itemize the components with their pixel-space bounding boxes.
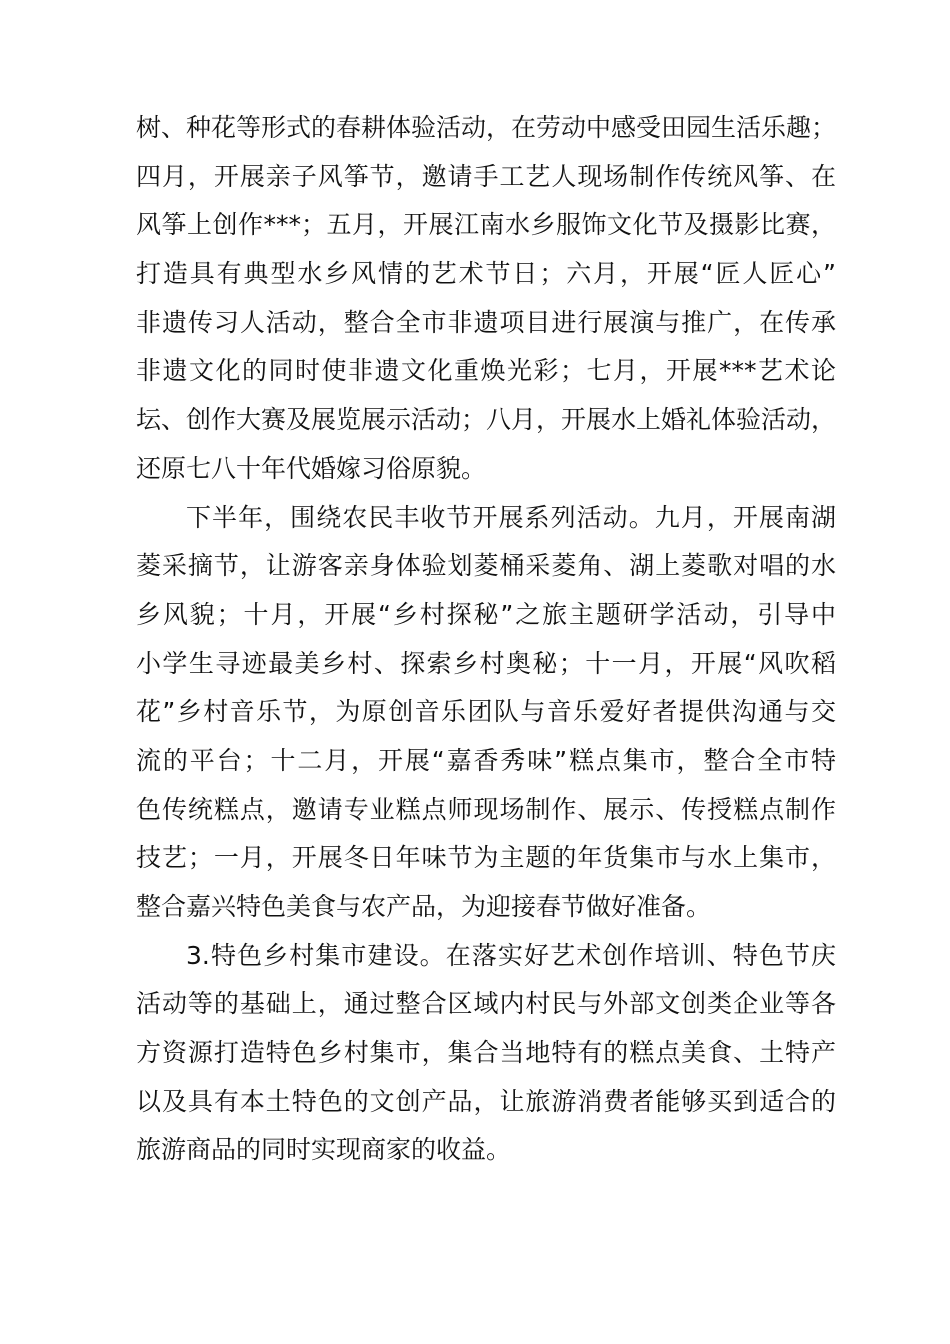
text-line: 乡风貌；十月，开展“乡村探秘”之旅主题研学活动，引导中 [136, 599, 836, 629]
text-line: 树、种花等形式的春耕体验活动，在劳动中感受田园生活乐趣； [136, 113, 837, 142]
text-line: 小学生寻迹最美乡村、探索乡村奥秘；十一月，开展“风吹稻 [136, 648, 836, 678]
text-line: 旅游商品的同时实现商家的收益。 [136, 1135, 512, 1165]
text-line: 非遗文化的同时使非遗文化重焕光彩；七月，开展***艺术论 [136, 356, 836, 386]
body-text [136, 104, 836, 1175]
text-line: 非遗传习人活动，整合全市非遗项目进行展演与推广，在传承 [136, 307, 836, 337]
text-line: 方资源打造特色乡村集市，集合当地特有的糕点美食、土特产 [136, 1038, 836, 1068]
text-line: 四月，开展亲子风筝节，邀请手工艺人现场制作传统风筝、在 [136, 161, 836, 191]
text-line: 流的平台；十二月，开展“嘉香秀味”糕点集市，整合全市特 [136, 745, 836, 775]
text-line: 坛、创作大赛及展览展示活动；八月，开展水上婚礼体验活动， [136, 405, 837, 435]
text-line: 以及具有本土特色的文创产品，让旅游消费者能够买到适合的 [136, 1086, 836, 1116]
paragraph-first-line: 下半年，围绕农民丰收节开展系列活动。九月，开展南湖 [186, 502, 836, 532]
text-line: 整合嘉兴特色美食与农产品，为迎接春节做好准备。 [136, 892, 712, 921]
text-line: 活动等的基础上，通过整合区域内村民与外部文创类企业等各 [136, 989, 836, 1019]
text-line: 技艺；一月，开展冬日年味节为主题的年货集市与水上集市， [136, 843, 836, 873]
text-line: 打造具有典型水乡风情的艺术节日；六月，开展“匠人匠心” [136, 259, 836, 289]
paragraph-first-line: 3.特色乡村集市建设。在落实好艺术创作培训、特色节庆 [186, 940, 836, 970]
text-line: 菱采摘节，让游客亲身体验划菱桶采菱角、湖上菱歌对唱的水 [136, 551, 836, 581]
text-line: 色传统糕点，邀请专业糕点师现场制作、展示、传授糕点制作 [136, 794, 836, 824]
text-line: 风筝上创作***；五月，开展江南水乡服饰文化节及摄影比赛， [136, 210, 836, 240]
text-line: 还原七八十年代婚嫁习俗原貌。 [136, 453, 487, 483]
text-line: 花”乡村音乐节，为原创音乐团队与音乐爱好者提供沟通与交 [136, 697, 836, 727]
